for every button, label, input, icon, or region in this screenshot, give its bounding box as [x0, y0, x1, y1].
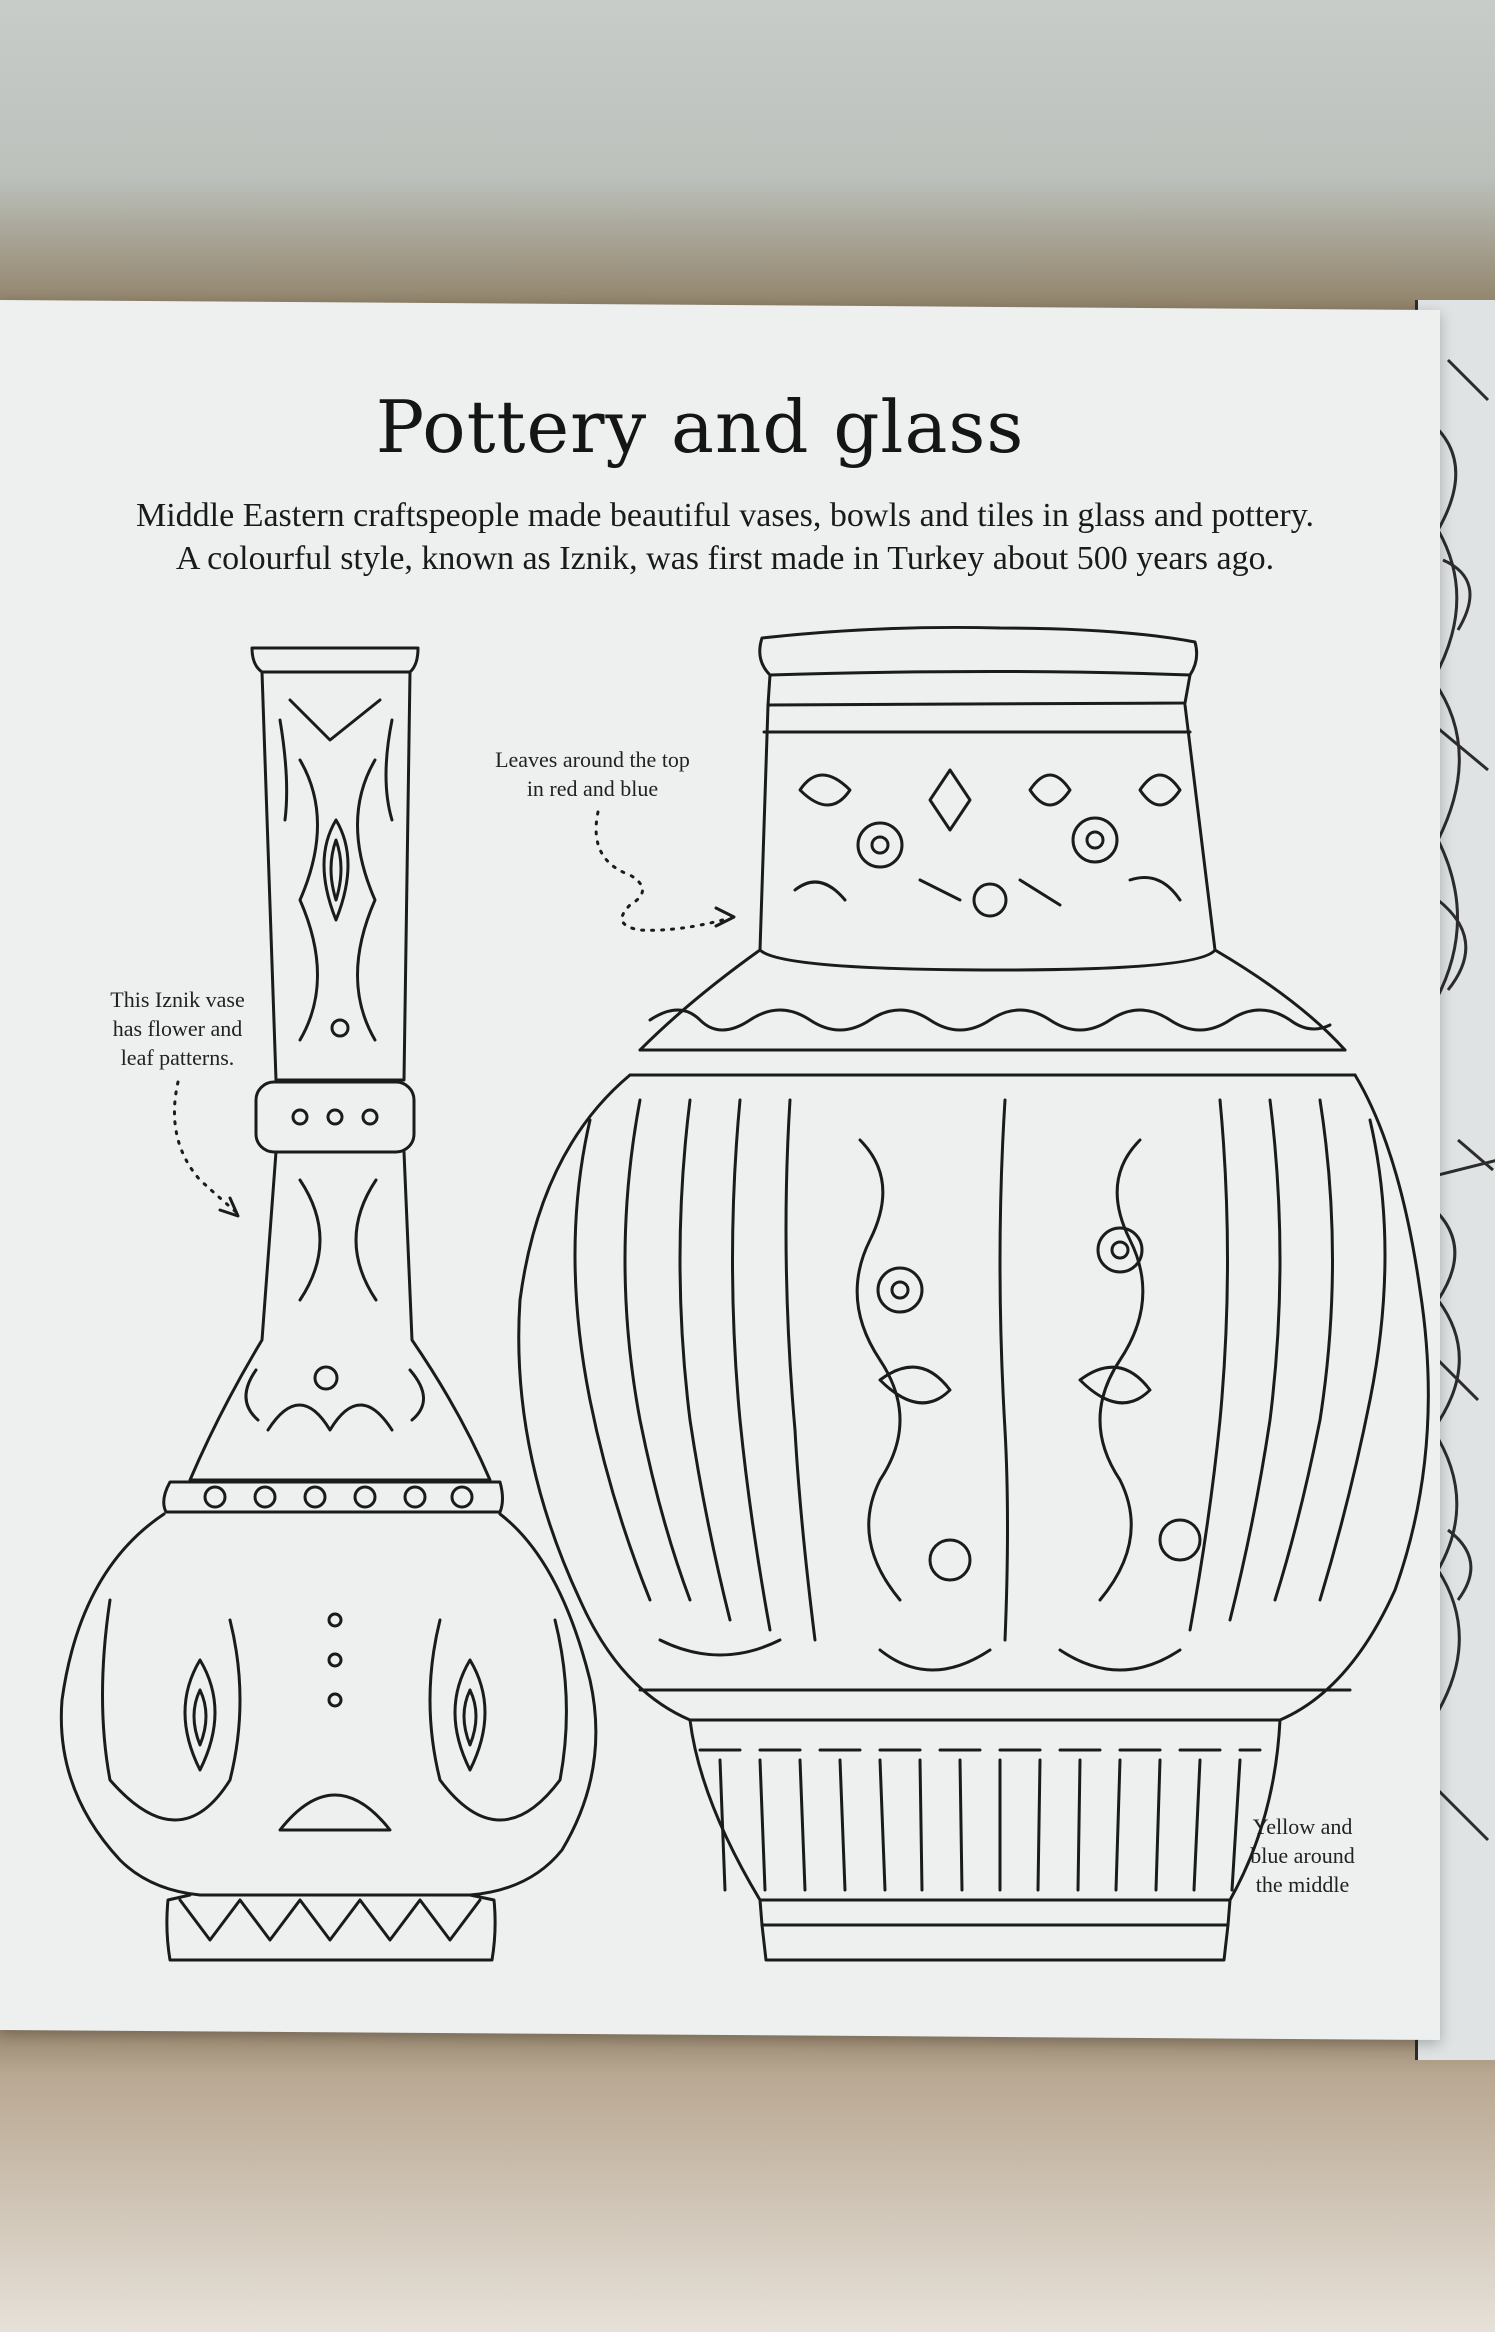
caption-leaves-line-2: in red and blue	[526, 776, 659, 801]
caption-iznik-line-1: This Iznik vase	[110, 987, 245, 1012]
caption-yellow-line-1: Yellow and	[1252, 1814, 1353, 1839]
caption-yellow-line-3: the middle	[1255, 1872, 1350, 1897]
caption-iznik-line-3: leaf patterns.	[120, 1045, 235, 1070]
arrow-leaves	[596, 812, 730, 930]
caption-iznik-line-2: has flower and	[112, 1016, 243, 1041]
arrow-iznik-head	[220, 1198, 238, 1216]
page-title: Pottery and glass	[375, 385, 1025, 469]
caption-yellow-line-2: blue around	[1250, 1843, 1355, 1868]
intro-line-2: A colourful style, known as Iznik, was first made in Turkey about 500 years ago.	[175, 540, 1275, 577]
arrow-iznik	[174, 1082, 236, 1212]
arrow-leaves-head	[716, 908, 734, 926]
large-vase	[519, 627, 1429, 1960]
bottle-vase	[61, 648, 596, 1960]
caption-leaves-line-1: Leaves around the top	[495, 747, 690, 772]
intro-line-1: Middle Eastern craftspeople made beautiful vases, bowls and tiles in glass and pottery.	[135, 497, 1315, 534]
